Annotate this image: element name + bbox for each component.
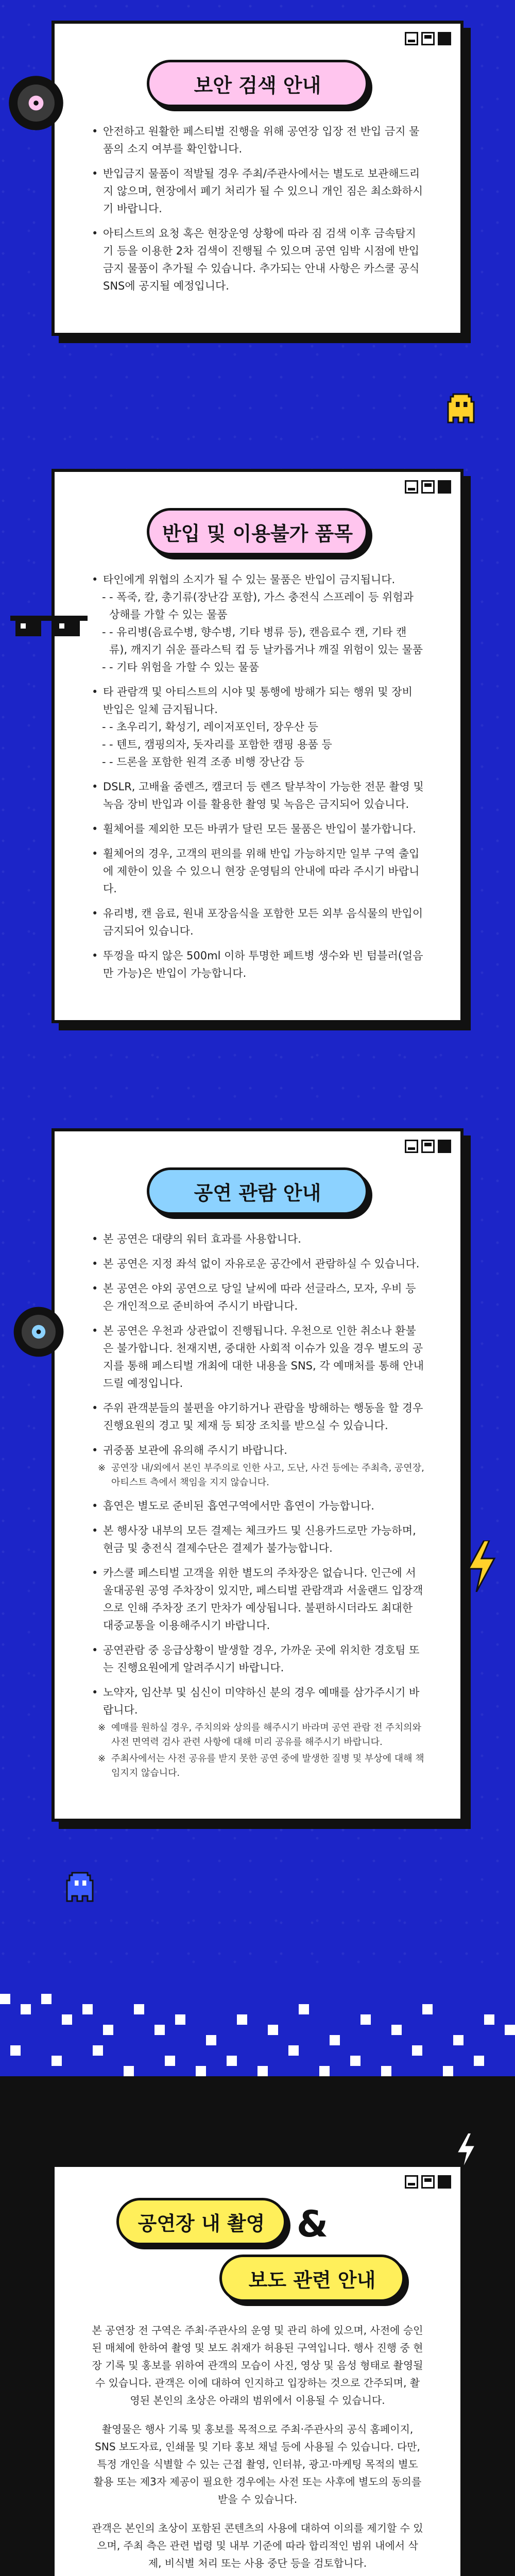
- window-titlebar: [55, 24, 460, 55]
- window-titlebar: [55, 1131, 460, 1162]
- lightning-icon: [453, 2133, 479, 2169]
- ghost-icon: [62, 1865, 98, 1906]
- minimize-icon[interactable]: [405, 1140, 418, 1153]
- list-item: • 휠체어를 제외한 모든 바퀴가 달린 모든 물품은 반입이 불가합니다.: [91, 820, 424, 838]
- list-item: • 공연관람 중 응급상황이 발생할 경우, 가까운 곳에 위치한 경호팀 또는 진행요원에게 알려주시기 바랍니다.: [91, 1641, 424, 1676]
- lightning-icon: [464, 1540, 500, 1592]
- maximize-icon[interactable]: [421, 480, 435, 494]
- list-item: • 유리병, 캔 음료, 원내 포장음식을 포함한 모든 외부 음식물의 반입이 금지되어 있습니다.: [91, 905, 424, 940]
- list-item: • 주위 관객분들의 불편을 야기하거나 관람을 방해하는 행동을 할 경우 진행요원의 경고 및 제재 등 퇴장 조치를 받으실 수 있습니다.: [91, 1399, 424, 1434]
- ampersand: &: [297, 2203, 329, 2245]
- list-note: ※ 주최사에서는 사전 공유를 받지 못한 공연 중에 발생한 질병 및 부상에 대해 책임지지 않습니다.: [91, 1752, 424, 1781]
- security-window: [52, 21, 464, 336]
- section-title-line2: 보도 관련 안내: [219, 2255, 405, 2302]
- list-item: • 아티스트의 요청 혹은 현장운영 상황에 따라 짐 검색 이후 금속탐지기 등을 이용한 2차 검색이 진행될 수 있으며 공연 임박 시점에 반입 금지 물품이 추가될 수 있습니다. 추가되는 안내 사항은 카스쿨 공식 SNS에 공지될 예정입니다.: [91, 225, 424, 295]
- list-subitem: - - 텐트, 캠핑의자, 돗자리를 포함한 캠핑 용품 등: [91, 736, 424, 753]
- list-subitem: - - 초우리기, 확성기, 레이저포인터, 장우산 등: [91, 718, 424, 736]
- list-note: ※ 예매를 원하실 경우, 주치의와 상의를 해주시기 바라며 공연 관람 전 주치의와 사전 면역력 검사 관련 사항에 대해 미리 공유를 해주시기 바랍니다.: [91, 1721, 424, 1750]
- pixel-band: [0, 1973, 515, 2087]
- close-icon[interactable]: [438, 2175, 451, 2189]
- list-item: • 휠체어의 경우, 고객의 편의를 위해 반입 가능하지만 일부 구역 출입에 제한이 있을 수 있으니 현장 운영팀의 안내에 따라 주시기 바랍니다.: [91, 845, 424, 897]
- sunglasses-icon: [10, 613, 88, 644]
- close-icon[interactable]: [438, 480, 451, 494]
- minimize-icon[interactable]: [405, 480, 418, 494]
- list-item: • 본 공연은 지정 좌석 없이 자유로운 공간에서 관람하실 수 있습니다.: [91, 1255, 424, 1273]
- close-icon[interactable]: [438, 1140, 451, 1153]
- list-subitem: - - 기타 위험을 가할 수 있는 물품: [91, 658, 424, 676]
- list-item: • 노약자, 임산부 및 심신이 미약하신 분의 경우 예매를 삼가주시기 바랍니다.: [91, 1684, 424, 1719]
- viewing-window: [52, 1128, 464, 1822]
- maximize-icon[interactable]: [421, 2175, 435, 2189]
- list-item: • 본 행사장 내부의 모든 결제는 체크카드 및 신용카드로만 가능하며, 현금 및 충전식 결제수단은 결제가 불가능합니다.: [91, 1522, 424, 1557]
- maximize-icon[interactable]: [421, 32, 435, 45]
- paragraph: 촬영물은 행사 기록 및 홍보를 목적으로 주최·주관사의 공식 홈페이지, SNS 보도자료, 인쇄물 및 기타 홍보 채널 등에 사용될 수 있습니다. 다만, 특정 개인을 식별할 수 있는 근접 촬영, 인터뷰, 광고·마케팅 목적의 별도 활용 또는 제3자 제공이 필요한 경우에는 사전 또는 사후에 별도의 동의를 받을 수 있습니다.: [93, 2423, 422, 2505]
- cd-disc-icon: [10, 1303, 67, 1360]
- list-item: • 타인에게 위협의 소지가 될 수 있는 물품은 반입이 금지됩니다.: [91, 571, 424, 588]
- list-subitem: - - 드론을 포함한 원격 조종 비행 장난감 등: [91, 753, 424, 771]
- section-title: 공연 관람 안내: [147, 1167, 368, 1215]
- section-title: 반입 및 이용불가 품목: [147, 508, 368, 555]
- viewing-list: [55, 1230, 460, 1819]
- filming-window: [52, 2164, 464, 2576]
- list-note: ※ 공연장 내/외에서 본인 부주의로 인한 사고, 도난, 사건 등에는 주최측, 공연장, 아티스트 측에서 책임을 지지 않습니다.: [91, 1461, 424, 1490]
- prohibited-window: [52, 469, 464, 1023]
- filming-text: [55, 2311, 460, 2576]
- list-item: • DSLR, 고배율 줌렌즈, 캠코더 등 렌즈 탈부착이 가능한 전문 촬영 및 녹음 장비 반입과 이를 활용한 촬영 및 녹음은 금지되어 있습니다.: [91, 778, 424, 813]
- security-list: [55, 123, 460, 333]
- list-item: • 흡연은 별도로 준비된 흡연구역에서만 흡연이 가능합니다.: [91, 1497, 424, 1515]
- paragraph: 본 공연장 전 구역은 주최·주관사의 운영 및 관리 하에 있으며, 사전에 승인된 매체에 한하여 촬영 및 보도 취재가 허용된 구역입니다. 행사 진행 중 현장 기록 및 홍보를 위하여 관객의 모습이 사진, 영상 및 음성 형태로 촬영될 수 있습니다. 관객은 이에 대하여 인지하고 입장하는 것으로 간주되며, 촬영된 본인의 초상은 아래의 범위에서 이용될 수 있습니다.: [92, 2324, 423, 2406]
- minimize-icon[interactable]: [405, 2175, 418, 2189]
- prohibited-list: [55, 571, 460, 1020]
- list-subitem: - - 유리병(음료수병, 향수병, 기타 병류 등), 캔음료수 캔, 기타 캔류), 깨지기 쉬운 플라스틱 컵 등 날카롭거나 깨질 위험이 있는 물품: [91, 623, 424, 658]
- section-title-line1: 공연장 내 촬영: [116, 2198, 286, 2245]
- list-item: • 본 공연은 야외 공연으로 당일 날씨에 따라 선글라스, 모자, 우비 등은 개인적으로 준비하여 주시기 바랍니다.: [91, 1280, 424, 1315]
- list-item: • 본 공연은 대량의 워터 효과를 사용합니다.: [91, 1230, 424, 1248]
- maximize-icon[interactable]: [421, 1140, 435, 1153]
- paragraph: 관객은 본인의 초상이 포함된 콘텐츠의 사용에 대하여 이의를 제기할 수 있으며, 주최 측은 관련 법령 및 내부 기준에 따라 합리적인 범위 내에서 삭제, 비식별 처리 또는 사용 중단 등을 검토합니다.: [92, 2522, 423, 2569]
- list-item: • 본 공연은 우천과 상관없이 진행됩니다. 우천으로 인한 취소나 환불은 불가합니다. 천재지변, 중대한 사회적 이슈가 있을 경우 별도의 공지를 통해 페스티벌 개최에 대한 내용을 SNS, 각 예매처를 통해 안내드릴 예정입니다.: [91, 1322, 424, 1392]
- list-subitem: - - 폭죽, 칼, 총기류(장난감 포함), 가스 충전식 스프레이 등 위험과 상해를 가할 수 있는 물품: [91, 588, 424, 623]
- section-title: 보안 검색 안내: [147, 60, 368, 107]
- list-item: • 안전하고 원활한 페스티벌 진행을 위해 공연장 입장 전 반입 금지 물품의 소지 여부를 확인합니다.: [91, 123, 424, 158]
- window-titlebar: [55, 472, 460, 503]
- ghost-icon: [443, 386, 479, 428]
- list-item: • 뚜껑을 따지 않은 500ml 이하 투명한 페트병 생수와 빈 텀블러(얼음만 가능)은 반입이 가능합니다.: [91, 947, 424, 982]
- list-item: • 카스쿨 페스티벌 고객을 위한 별도의 주차장은 없습니다. 인근에 서울대공원 공영 주차장이 있지만, 페스티벌 관람객과 서울랜드 입장객으로 인해 주차장 조기 만차가 예상됩니다. 불편하시더라도 최대한 대중교통을 이용해주시기 바랍니다.: [91, 1564, 424, 1634]
- list-item: • 귀중품 보관에 유의해 주시기 바랍니다.: [91, 1442, 424, 1459]
- window-titlebar: [55, 2167, 460, 2198]
- list-item: • 반입금지 물품이 적발될 경우 주최/주관사에서는 별도로 보관해드리지 않으며, 현장에서 폐기 처리가 될 수 있으니 개인 짐은 최소화하시기 바랍니다.: [91, 165, 424, 217]
- filming-title-group: [55, 2198, 460, 2311]
- cd-disc-icon: [5, 72, 67, 134]
- close-icon[interactable]: [438, 32, 451, 45]
- list-item: • 타 관람객 및 아티스트의 시야 및 통행에 방해가 되는 행위 및 장비 반입은 일체 금지됩니다.: [91, 683, 424, 718]
- minimize-icon[interactable]: [405, 32, 418, 45]
